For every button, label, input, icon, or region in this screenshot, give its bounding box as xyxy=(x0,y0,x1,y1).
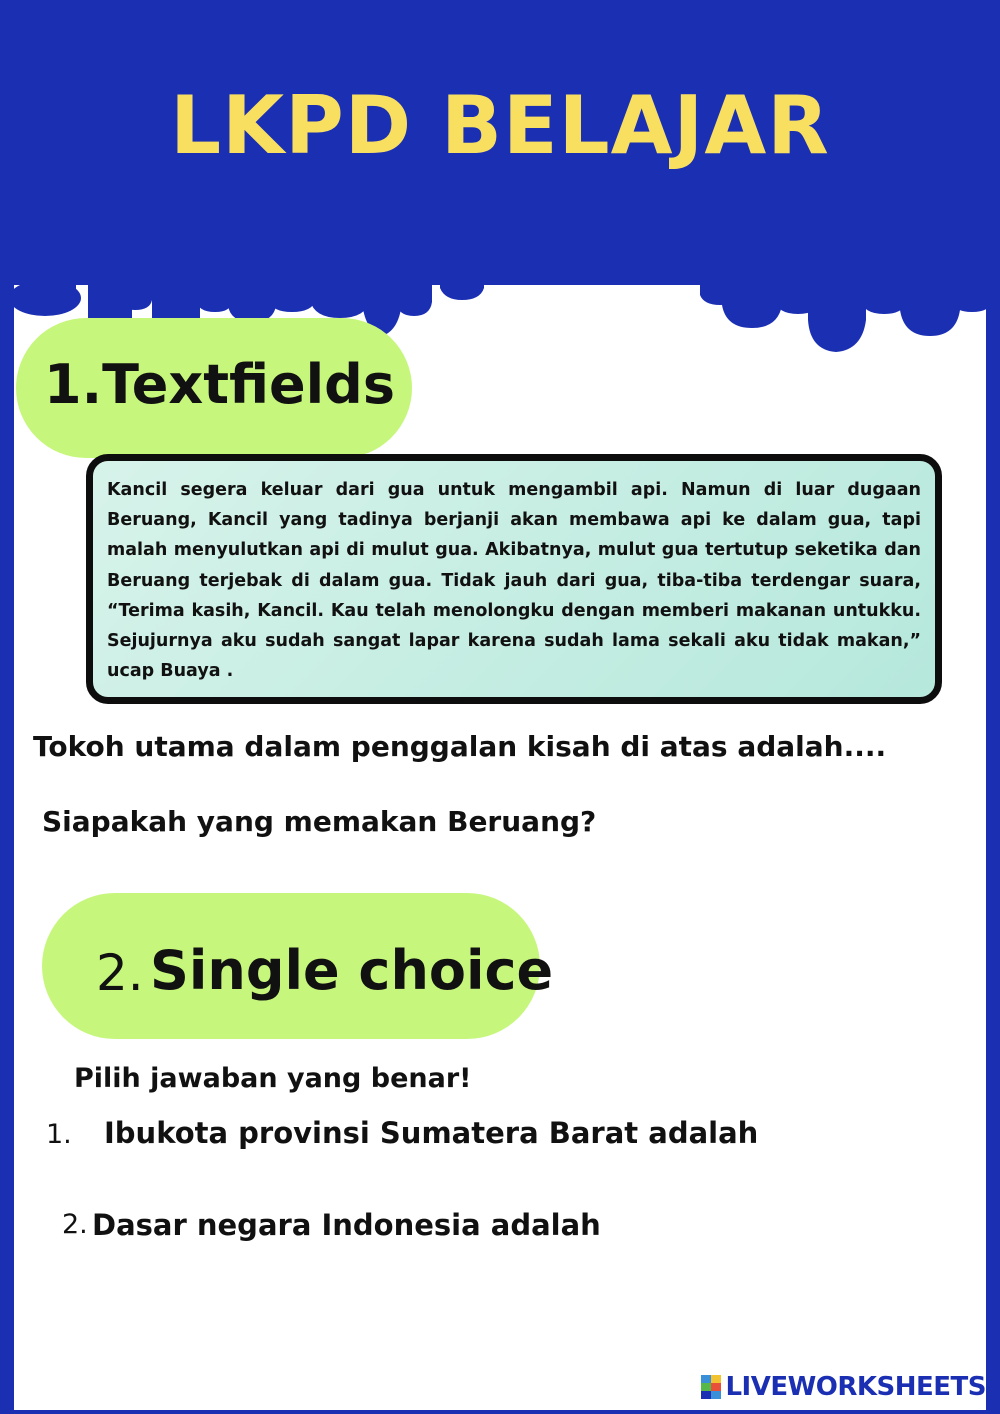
liveworksheets-logo-icon xyxy=(701,1375,721,1399)
header-drip-banner xyxy=(0,0,1000,360)
page-title: LKPD BELAJAR xyxy=(170,79,830,172)
story-passage-box xyxy=(86,454,942,704)
liveworksheets-brand[interactable] xyxy=(701,1372,986,1402)
choice-item-text: Dasar negara Indonesia adalah xyxy=(92,1208,601,1242)
section1-title: 1.Textfields xyxy=(44,353,395,416)
choice-item-text: Ibukota provinsi Sumatera Barat adalah xyxy=(104,1116,759,1150)
choice-item-number: 1. xyxy=(46,1119,72,1150)
story-passage-text: Kancil segera keluar dari gua untuk mengambil api. Namun di luar dugaan Beruang, Kancil yang tadinya berjanji akan membawa api ke dalam gua, tapi malah menyulutkan api di mulut gua. Akibatnya, mulut gua tertutup seketika dan Beruang terjebak di dalam gua. Tidak jauh dari gua, tiba-tiba terdengar suara, “Terima kasih, Kancil. Kau telah menolongku dengan memberi makanan untukku. Sejujurnya aku sudah sangat lapar karena sudah lama sekali aku tidak makan,” ucap Buaya . xyxy=(107,480,921,682)
section2-title: Single choice xyxy=(150,939,554,1002)
page-border-bottom xyxy=(0,1410,1000,1414)
choice-item-number: 2. xyxy=(62,1209,88,1240)
question-main-character: Tokoh utama dalam penggalan kisah di atas adalah.... xyxy=(33,730,887,763)
question-who-ate-bear: Siapakah yang memakan Beruang? xyxy=(42,805,597,838)
brand-name: LIVEWORKSHEETS xyxy=(725,1372,986,1402)
section2-instruction: Pilih jawaban yang benar! xyxy=(74,1063,472,1094)
section2-number: 2. xyxy=(96,944,144,1002)
